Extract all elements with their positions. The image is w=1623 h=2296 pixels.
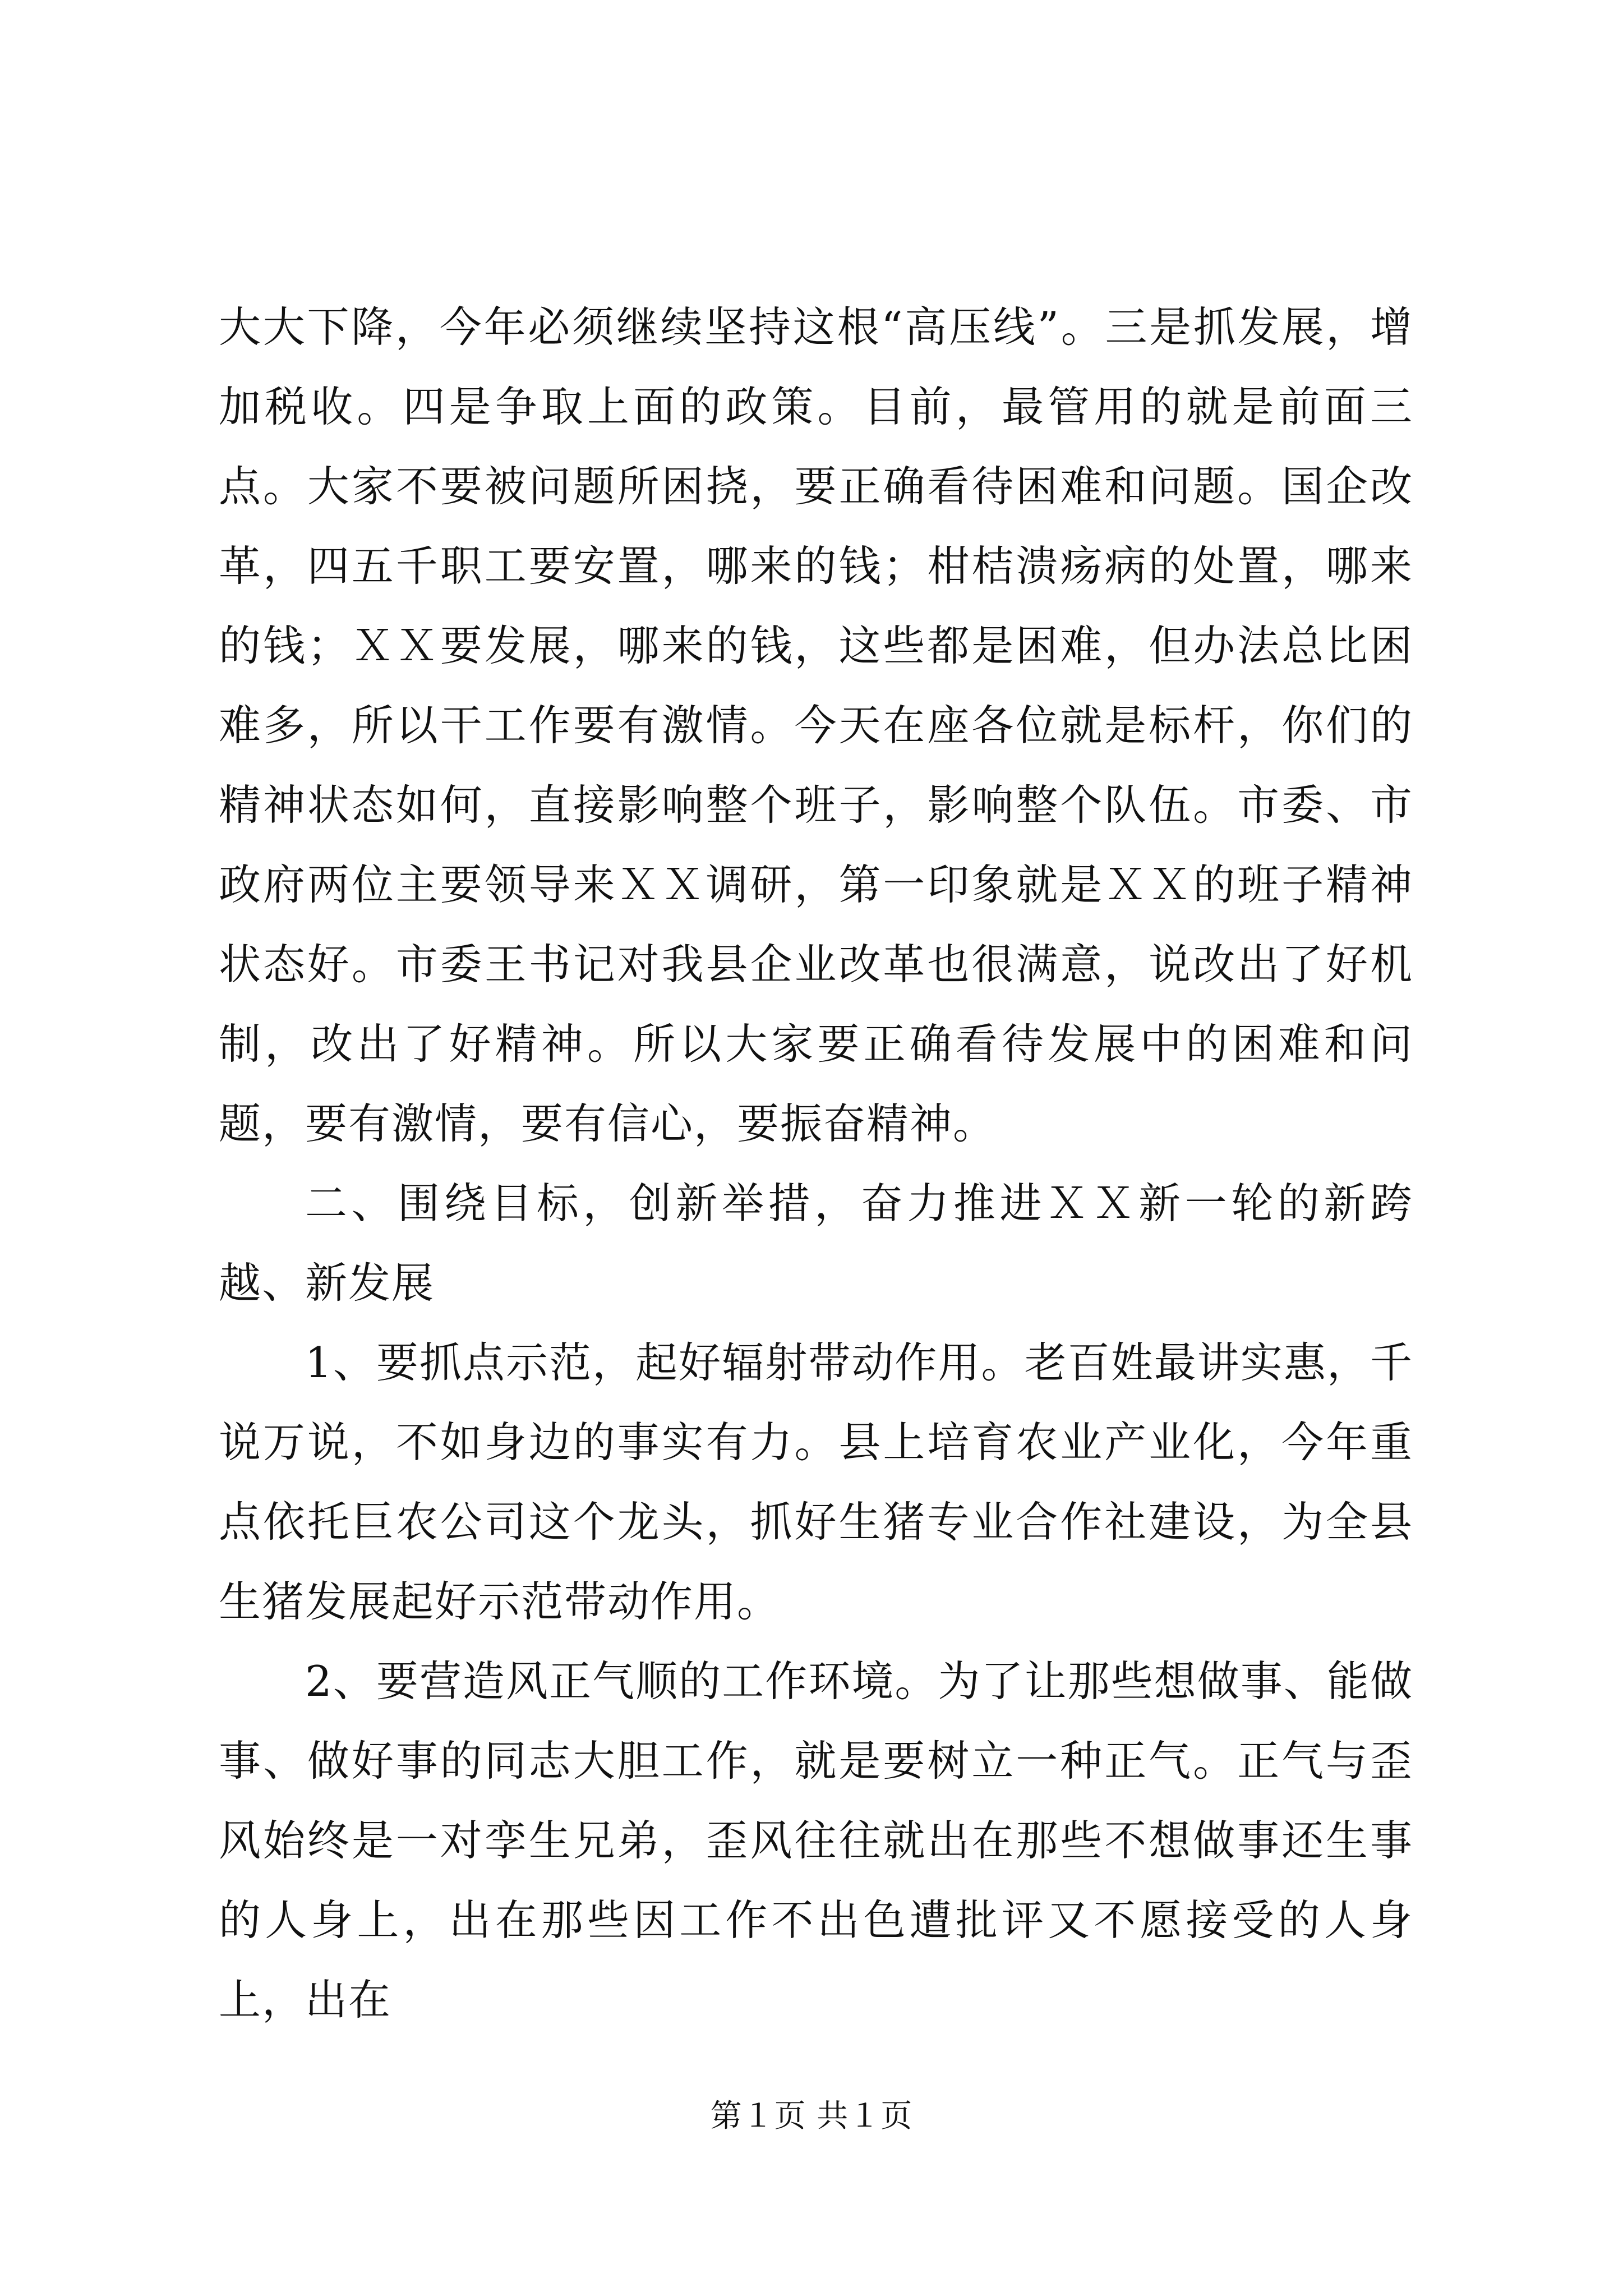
paragraph-item-1: 1、要抓点示范，起好辐射带动作用。老百姓最讲实惠，千说万说，不如身边的事实有力。县上培育农业产业化，今年重点依托巨农公司这个龙头，抓好生猪专业合作社建设，为全县生猪发展起好示范带动作用。 <box>219 1338 1413 1626</box>
page-footer: 第１页 共１页 <box>710 2098 913 2134</box>
section-heading-two: 二、围绕目标，创新举措，奋力推进ＸＸ新一轮的新跨越、新发展 <box>219 1179 1413 1308</box>
paragraph-continuation: 大大下降，今年必须继续坚持这根“高压线”。三是抓发展，增加税收。四是争取上面的政策。目前，最管用的就是前面三点。大家不要被问题所困挠，要正确看待困难和问题。国企改革，四五千职工要安置，哪来的钱；柑桔溃疡病的处置，哪来的钱；ＸＸ要发展，哪来的钱，这些都是困难，但办法总比困难多，所以干工作要有激情。今天在座各位就是标杆，你们的精神状态如何，直接影响整个班子，影响整个队伍。市委、市政府两位主要领导来ＸＸ调研，第一印象就是ＸＸ的班子精神状态好。市委王书记对我县企业改革也很满意，说改出了好机制，改出了好精神。所以大家要正确看待发展中的困难和问题，要有激情，要有信心，要振奋精神。 <box>219 302 1413 1148</box>
paragraph-item-2: 2、要营造风正气顺的工作环境。为了让那些想做事、能做事、做好事的同志大胆工作，就是要树立一种正气。正气与歪风始终是一对孪生兄弟，歪风往往就出在那些不想做事还生事的人身上，出在那些因工作不出色遭批评又不愿接受的人身上，出在 <box>219 1657 1413 2024</box>
body-text <box>219 287 1413 2040</box>
